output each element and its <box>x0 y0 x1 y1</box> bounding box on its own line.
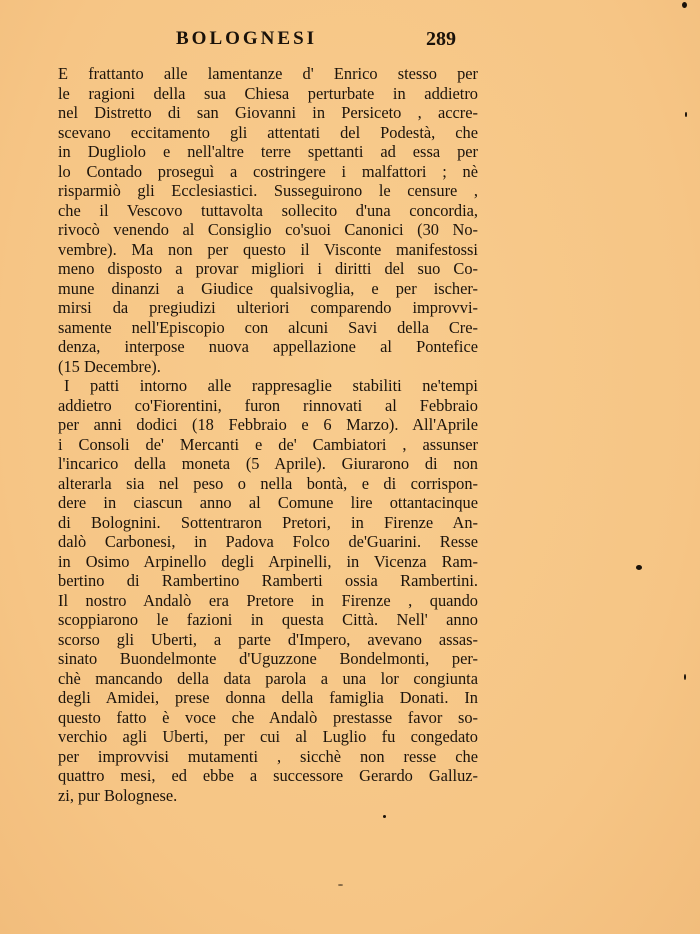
text-line: dalò Carbonesi, in Padova Folco de'Guarini. Resse <box>58 532 478 551</box>
text-line: samente nell'Episcopio con alcuni Savi della Cre- <box>58 317 478 337</box>
ink-speck <box>383 815 386 818</box>
text-line: per anni dodici (18 Febbraio e 6 Marzo). All'Aprile <box>58 415 478 434</box>
ink-speck <box>636 565 642 570</box>
text-line: rivocò venendo al Consiglio co'suoi Canonici (30 No- <box>58 220 478 239</box>
text-line: i Consoli de' Mercanti e de' Cambiatori , assunser <box>58 434 478 454</box>
text-line: Il nostro Andalò era Pretore in Firenze , quando <box>58 590 478 610</box>
text-line: (15 Decembre). <box>58 356 161 376</box>
text-line: bertino di Rambertino Ramberti ossia Rambertini. <box>58 571 478 590</box>
text-line: E frattanto alle lamentanze d' Enrico stesso per <box>58 64 478 83</box>
text-line: che il Vescovo tuttavolta sollecito d'una concordia, <box>58 200 478 220</box>
text-line: verchio agli Uberti, per cui al Luglio fu congedato <box>58 727 478 746</box>
text-line: risparmiò gli Ecclesiastici. Susseguirono le censure , <box>58 181 478 200</box>
text-line: scoppiarono le fazioni in questa Città. Nell' anno <box>58 610 478 629</box>
text-line: questo fatto è voce che Andalò prestasse favor so- <box>58 707 478 727</box>
text-line: scorso gli Uberti, a parte d'Impero, avevano assas- <box>58 629 478 649</box>
text-line: in Osimo Arpinello degli Arpinelli, in Vicenza Ram- <box>58 551 478 571</box>
text-line: degli Amidei, prese donna della famiglia Donati. In <box>58 688 478 707</box>
body-text <box>58 64 478 805</box>
ink-speck <box>682 2 687 8</box>
ink-speck <box>684 674 686 680</box>
text-line: vembre). Ma non per questo il Visconte manifestossi <box>58 239 478 259</box>
text-line: addietro co'Fiorentini, furon rinnovati al Febbraio <box>58 395 478 415</box>
text-line: sinato Buondelmonte d'Uguzzone Bondelmonti, per- <box>58 649 478 668</box>
text-line: nel Distretto di san Giovanni in Persiceto , accre- <box>58 103 478 122</box>
text-line: zi, pur Bolognese. <box>58 785 178 805</box>
running-title: BOLOGNESI <box>176 28 318 49</box>
text-line: dere in ciascun anno al Comune lire ottantacinque <box>58 493 478 512</box>
text-line: di Bolognini. Sottentraron Pretori, in Firenze An- <box>58 512 478 532</box>
text-line: l'incarico della moneta (5 Aprile). Giurarono di non <box>58 454 478 473</box>
text-line: chè mancando della data parola a una lor congiunta <box>58 668 478 688</box>
text-line: mirsi da pregiudizi ulteriori comparendo improvvi- <box>58 298 478 317</box>
text-line: denza, interpose nuova appellazione al Pontefice <box>58 337 478 356</box>
text-line: scevano eccitamento gli attentati del Podestà, che <box>58 122 478 142</box>
text-line: le ragioni della sua Chiesa perturbate in addietro <box>58 83 478 103</box>
text-line: per improvvisi mutamenti , sicchè non resse che <box>58 746 478 766</box>
text-line: mune dinanzi a Giudice qualsivoglia, e per ischer- <box>58 278 478 298</box>
ink-speck <box>685 112 687 117</box>
ink-speck <box>338 884 343 886</box>
text-line: I patti intorno alle rappresaglie stabiliti ne'tempi <box>64 376 478 395</box>
text-line: lo Contado proseguì a costringere i malfattori ; nè <box>58 161 478 181</box>
text-line: meno disposto a provar migliori i diritti del suo Co- <box>58 259 478 278</box>
text-line: quattro mesi, ed ebbe a successore Gerardo Galluz- <box>58 766 478 785</box>
text-line: alterarla sia nel peso o nella bontà, e di corrispon- <box>58 473 478 493</box>
page-number: 289 <box>426 28 456 50</box>
text-line: in Dugliolo e nell'altre terre spettanti ad essa per <box>58 142 478 161</box>
